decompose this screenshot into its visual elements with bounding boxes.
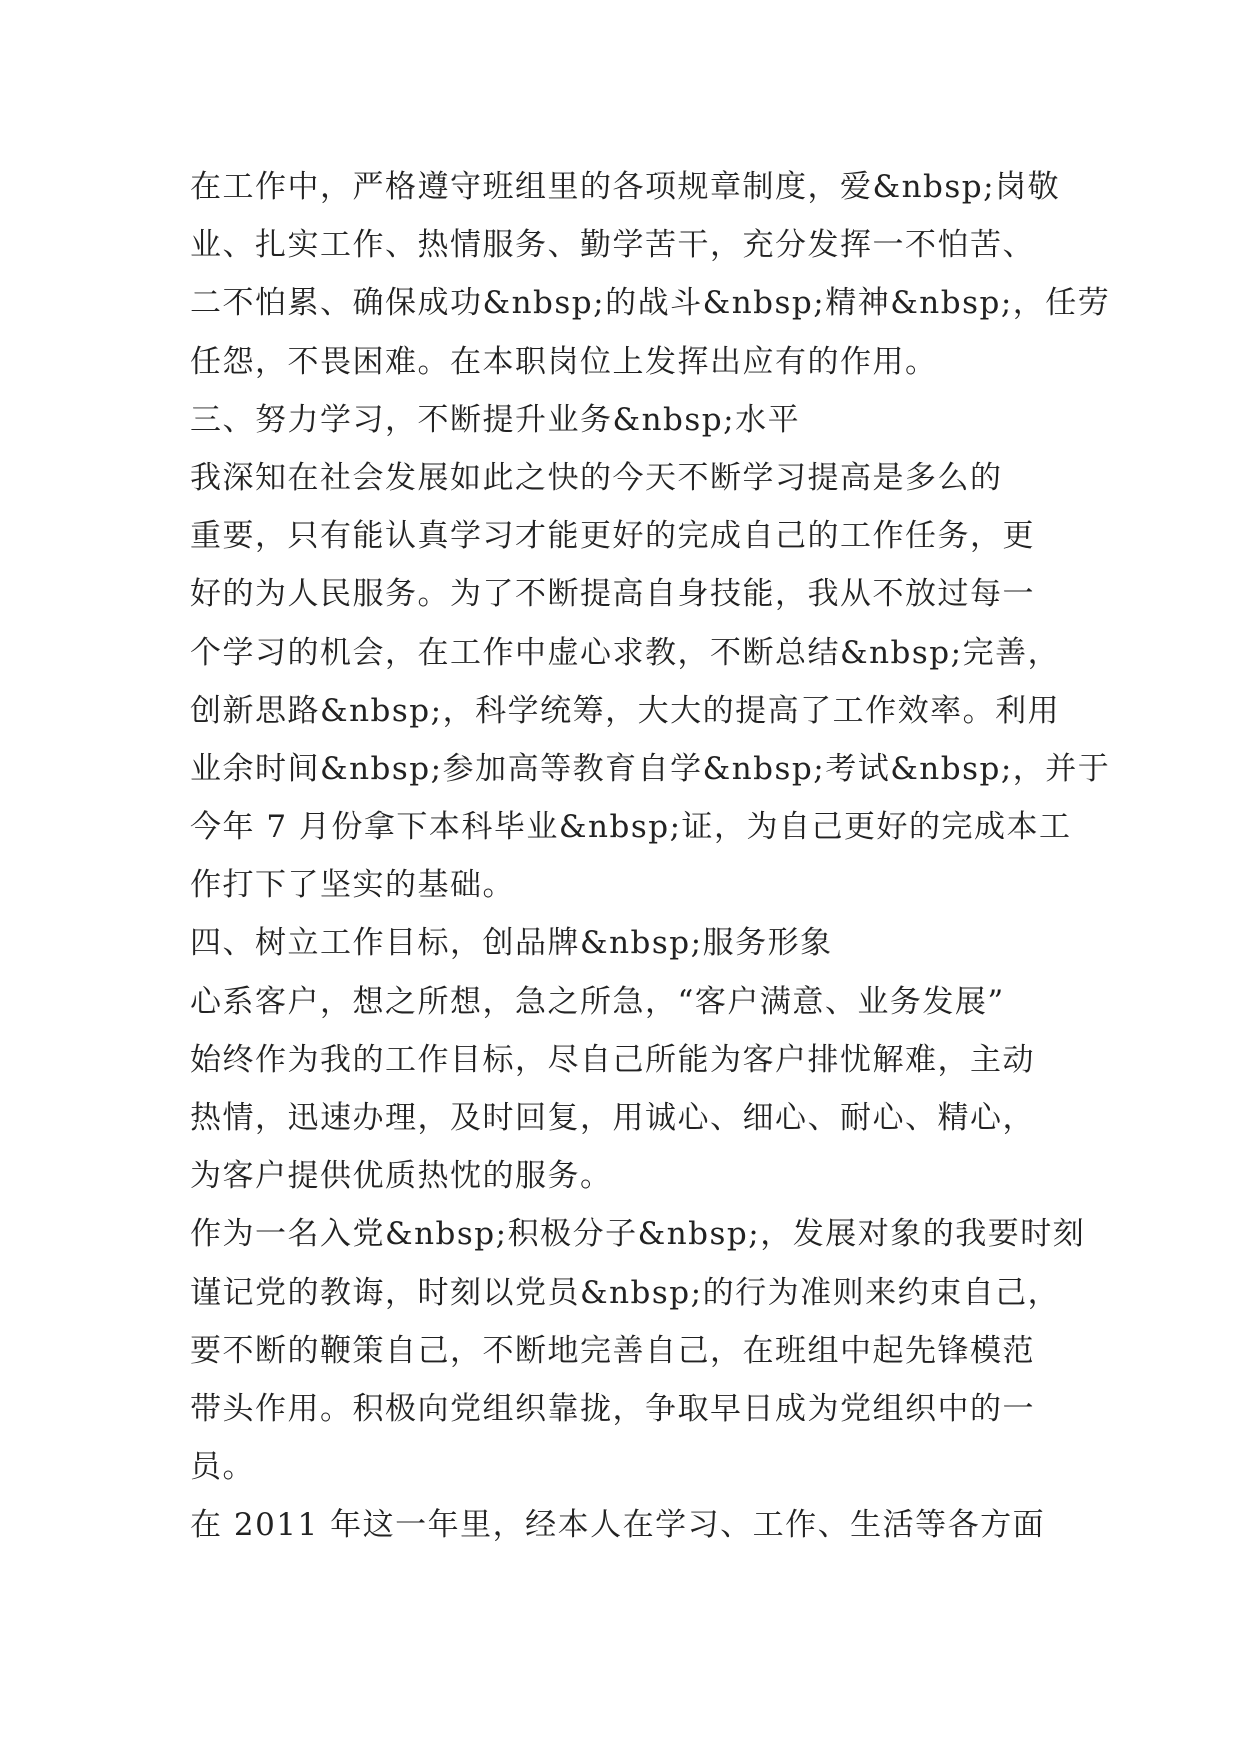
text-line: 在工作中，严格遵守班组里的各项规章制度，爱&nbsp;岗敬 <box>190 169 1061 205</box>
text-line: 员。 <box>190 1449 255 1486</box>
text-line: 作为一名入党&nbsp;积极分子&nbsp;，发展对象的我要时刻 <box>190 1216 1086 1253</box>
text-line: 业余时间&nbsp;参加高等教育自学&nbsp;考试&nbsp;，并于 <box>190 750 1111 787</box>
text-line: 热情，迅速办理，及时回复，用诚心、细心、耐心、精心， <box>190 1100 1035 1136</box>
text-line: 二不怕累、确保成功&nbsp;的战斗&nbsp;精神&nbsp;，任劳 <box>190 285 1111 322</box>
text-line: 作打下了坚实的基础。 <box>190 867 515 904</box>
text-line: 带头作用。积极向党组织靠拢，争取早日成为党组织中的一 <box>190 1390 1035 1427</box>
text-line: 心系客户，想之所想，急之所急，“客户满意、业务发展” <box>190 983 1005 1020</box>
text-line: 谨记党的教诲，时刻以党员&nbsp;的行为准则来约束自己， <box>190 1274 1061 1311</box>
text-line: 个学习的机会，在工作中虚心求教，不断总结&nbsp;完善， <box>190 634 1061 671</box>
text-line: 业、扎实工作、热情服务、勤学苦干，充分发挥一不怕苦、 <box>190 227 1035 264</box>
text-line: 要不断的鞭策自己，不断地完善自己，在班组中起先锋模范 <box>190 1332 1035 1369</box>
text-line: 始终作为我的工作目标，尽自己所能为客户排忧解难，主动 <box>190 1041 1035 1078</box>
text-line: 重要，只有能认真学习才能更好的完成自己的工作任务，更 <box>190 518 1035 555</box>
text-line: 为客户提供优质热忱的服务。 <box>190 1158 613 1195</box>
section-heading-4: 四、树立工作目标，创品牌&nbsp;服务形象 <box>190 925 833 962</box>
text-line: 在 2011 年这一年里，经本人在学习、工作、生活等各方面 <box>190 1507 1046 1544</box>
section-heading-3: 三、努力学习，不断提升业务&nbsp;水平 <box>190 401 801 438</box>
text-line: 好的为人民服务。为了不断提高自身技能，我从不放过每一 <box>190 576 1035 613</box>
text-line: 创新思路&nbsp;，科学统筹，大大的提高了工作效率。利用 <box>190 692 1061 729</box>
document-body <box>190 158 1111 1555</box>
text-line: 今年 7 月份拿下本科毕业&nbsp;证，为自己更好的完成本工 <box>190 809 1072 846</box>
text-line: 任怨，不畏困难。在本职岗位上发挥出应有的作用。 <box>190 343 938 380</box>
text-line: 我深知在社会发展如此之快的今天不断学习提高是多么的 <box>190 459 1003 496</box>
